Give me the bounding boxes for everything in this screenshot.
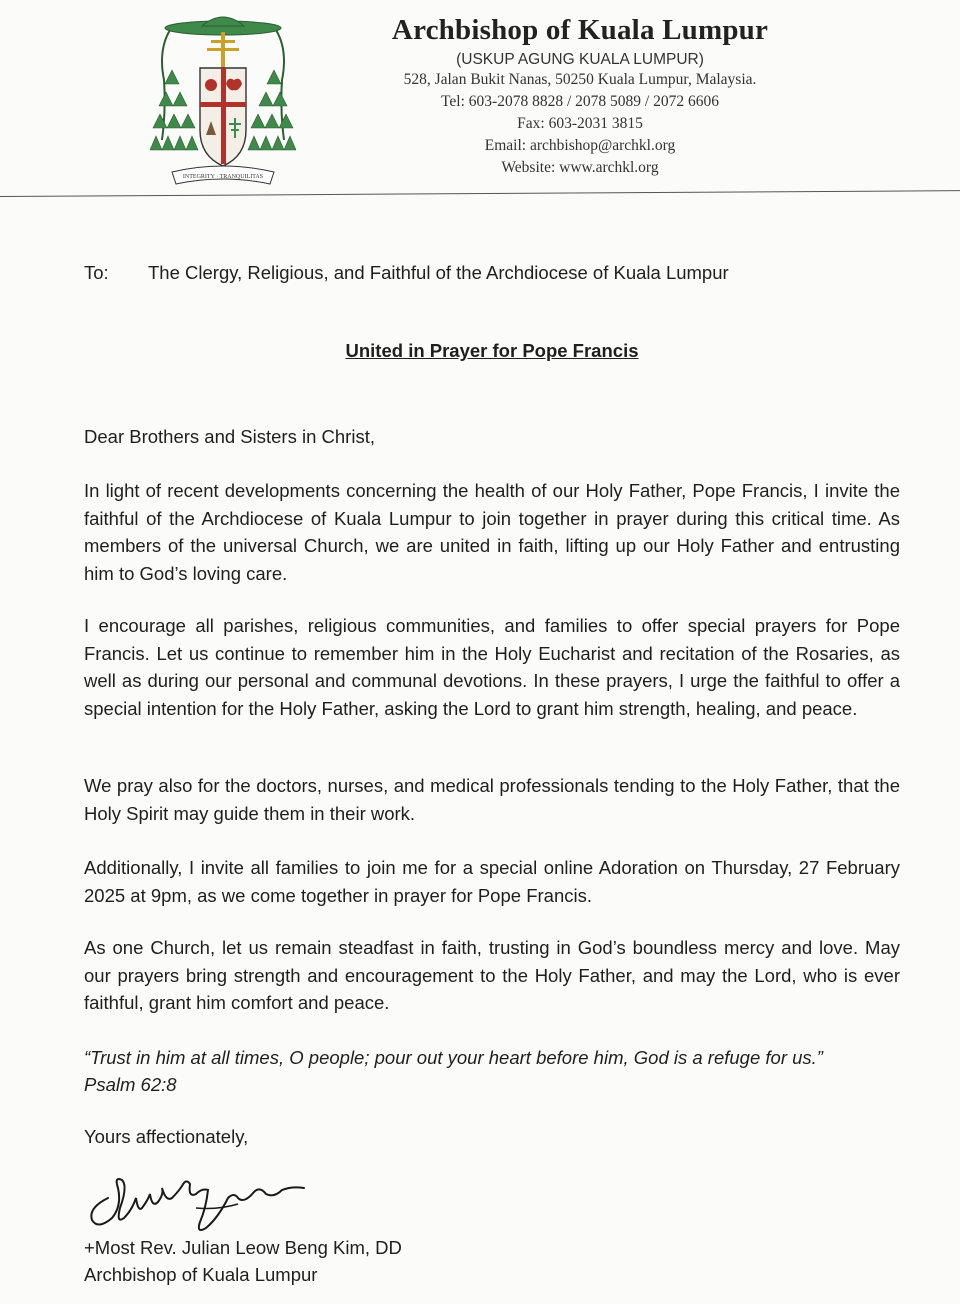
paragraph: I encourage all parishes, religious communities, and families to offer special prayers for Pope Francis. Let us continue to remember him in the Holy Eucharist and recitation of the Rosaries, as well as during our personal and communal devotions. In these prayers, I urge the faithful to offer a special intention for the Holy Father, asking the Lord to grant him strength, healing, and peace. xyxy=(84,615,900,719)
recipient-value: The Clergy, Religious, and Faithful of the Archdiocese of Kuala Lumpur xyxy=(148,262,729,283)
letterhead-website: Website: www.archkl.org xyxy=(501,159,659,176)
letterhead xyxy=(0,0,960,210)
paragraph: We pray also for the doctors, nurses, and medical professionals tending to the Holy Father, that the Holy Spirit may guide them in their work. xyxy=(84,775,900,824)
letterhead-fax: Fax: 603-2031 3815 xyxy=(517,115,643,132)
letterhead-title: Archbishop of Kuala Lumpur xyxy=(391,14,769,46)
paragraph: As one Church, let us remain steadfast in faith, trusting in God’s boundless mercy and love. May our prayers bring strength and encouragement to the Holy Father, and may the Lord, who is ever faithful, grant him comfort and peace. xyxy=(84,937,900,1014)
svg-text:INTEGRITY · TRANQUILITAS: INTEGRITY · TRANQUILITAS xyxy=(182,174,264,180)
handwritten-signature xyxy=(78,1168,328,1242)
recipient-line xyxy=(84,262,904,284)
recipient-label: To: xyxy=(84,262,109,283)
closing: Yours affectionately, xyxy=(84,1126,249,1147)
letterhead-address: 528, Jalan Bukit Nanas, 50250 Kuala Lumpur, Malaysia. xyxy=(403,71,757,88)
paragraph: In light of recent developments concerning the health of our Holy Father, Pope Francis, I invite the faithful of the Archdiocese of Kuala Lumpur to join together in prayer during this critical time. As members of the universal Church, we are united in faith, lifting up our Holy Father and entrusting him to God’s loving care. xyxy=(84,480,900,584)
coat-of-arms-icon xyxy=(150,10,296,196)
letterhead-divider xyxy=(0,190,960,197)
scripture-quote xyxy=(84,1044,900,1098)
quote-reference: Psalm 62:8 xyxy=(84,1074,177,1095)
signer-name: +Most Rev. Julian Leow Beng Kim, DD xyxy=(84,1237,402,1258)
quote-text: “Trust in him at all times, O people; pour out your heart before him, God is a refuge for us.” xyxy=(84,1047,823,1068)
letterhead-email: Email: archbishop@archkl.org xyxy=(484,137,676,154)
letterhead-subtitle: (USKUP AGUNG KUALA LUMPUR) xyxy=(456,51,704,68)
letterhead-text xyxy=(340,14,820,179)
letter-subject: United in Prayer for Pope Francis xyxy=(345,340,639,361)
letterhead-tel: Tel: 603-2078 8828 / 2078 5089 / 2072 6606 xyxy=(441,93,719,110)
salutation: Dear Brothers and Sisters in Christ, xyxy=(84,426,375,447)
signer-title: Archbishop of Kuala Lumpur xyxy=(84,1264,318,1285)
paragraph: Additionally, I invite all families to join me for a special online Adoration on Thursday, 27 February 2025 at 9pm, as we come together in prayer for Pope Francis. xyxy=(84,857,900,906)
